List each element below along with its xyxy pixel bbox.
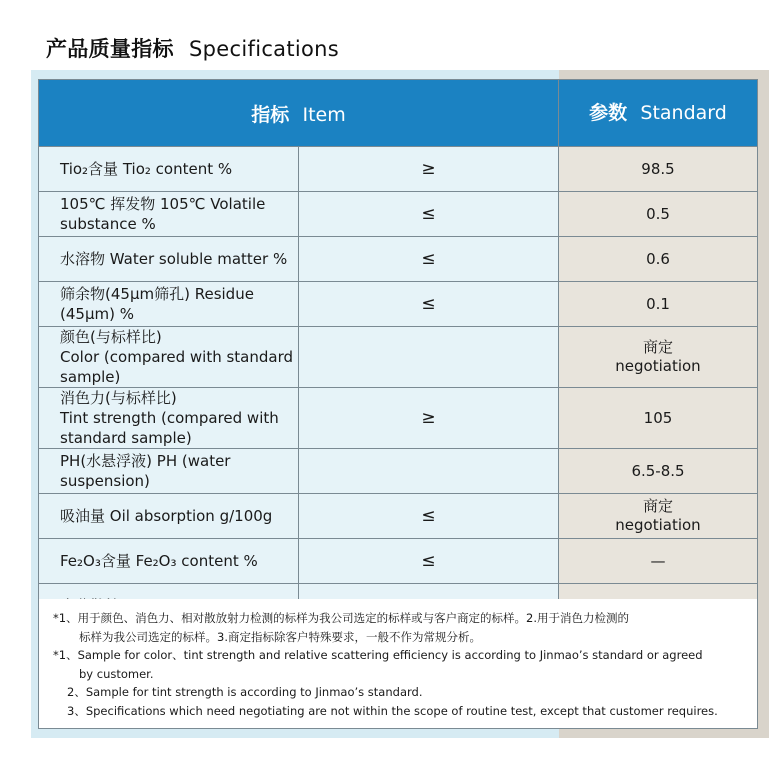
item-line1: PH(水悬浮液) PH (water suspension) [60,452,231,490]
header-item-cn: 指标 [251,103,290,126]
item-line1: Fe₂O₃含量 Fe₂O₃ content % [60,552,258,570]
note-en-1b: by customer. [79,666,154,681]
item-line2: Tint strength (compared with standard sample) [60,409,279,447]
value-cell [559,494,758,539]
operator-cell [299,449,559,494]
item-line1: Tio₂含量 Tio₂ content % [60,160,233,178]
item-line1: 105℃ 挥发物 105℃ Volatile substance % [60,195,266,233]
page-title-cn: 产品质量指标 [46,37,174,61]
note-cn-2: 标样为我公司选定的标样。3.商定指标除客户特殊要求，一般不作为常规分析。 [79,629,481,644]
table-row [39,449,758,494]
item-cell [39,147,299,192]
value-line1: 商定 [642,338,673,356]
value-cell: 6.5-8.5 [559,449,758,494]
footnotes [38,599,758,729]
table-row [39,282,758,327]
operator-cell: ≤ [299,494,559,539]
table-row [39,388,758,449]
item-cell [39,388,299,449]
operator-cell: ≤ [299,539,559,584]
value-cell: — [559,539,758,584]
note-en-2: 2、Sample for tint strength is according to Jinmao’s standard. [67,685,423,699]
table-row [39,237,758,282]
value-line1: 商定 [642,497,673,515]
header-standard [559,80,758,147]
table-row [39,147,758,192]
spec-table [38,79,758,629]
note-en-3: 3、Specifications which need negotiating are not within the scope of routine test, except that customer requires. [67,703,718,718]
item-line1: 消色力(与标样比) [60,389,177,407]
item-cell [39,282,299,327]
header-item [39,80,559,147]
item-cell [39,494,299,539]
operator-cell: ≤ [299,282,559,327]
operator-cell: ≥ [299,147,559,192]
table-row [39,192,758,237]
item-line1: 筛余物(45μm筛孔) Residue (45μm) % [60,285,254,323]
table-header-row [39,80,758,147]
item-cell [39,449,299,494]
value-line2: negotiation [615,357,701,375]
item-line1: 水溶物 Water soluble matter % [60,250,288,268]
value-cell: 98.5 [559,147,758,192]
item-cell [39,327,299,388]
value-cell: 0.6 [559,237,758,282]
item-line2: Color (compared with standard sample) [60,348,294,386]
item-cell [39,192,299,237]
value-cell: 0.1 [559,282,758,327]
value-cell [559,327,758,388]
header-std-en: Standard [640,101,727,124]
table-row [39,494,758,539]
header-item-en: Item [302,103,346,126]
operator-cell [299,327,559,388]
value-line2: negotiation [615,516,701,534]
operator-cell: ≤ [299,237,559,282]
value-cell: 0.5 [559,192,758,237]
operator-cell: ≥ [299,388,559,449]
note-en-1: *1、Sample for color、tint strength and relative scattering efficiency is according to Jinmao’s standard or agreed [53,648,703,662]
header-std-cn: 参数 [589,101,628,124]
page-title-en: Specifications [189,37,340,61]
note-cn-1: *1、用于颜色、消色力、相对散放射力检测的标样为我公司选定的标样或与客户商定的标样。2.用于消色力检测的 [53,611,630,625]
operator-cell: ≤ [299,192,559,237]
item-cell [39,539,299,584]
item-line1: 吸油量 Oil absorption g/100g [60,507,273,525]
table-row [39,327,758,388]
table-row [39,539,758,584]
value-cell: 105 [559,388,758,449]
item-line1: 颜色(与标样比) [60,328,162,346]
item-cell [39,237,299,282]
page-title [46,33,339,63]
